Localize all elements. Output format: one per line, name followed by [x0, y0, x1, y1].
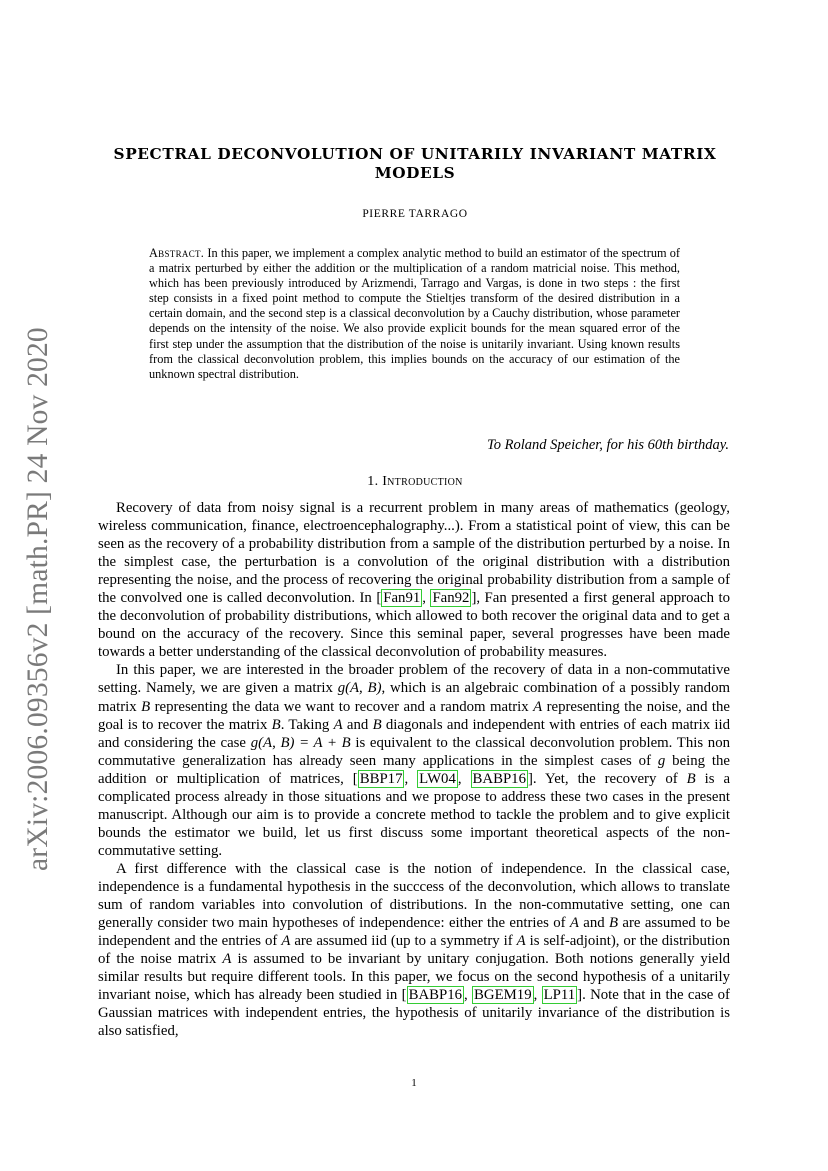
text-run: Recovery of data from noisy signal is a recurrent problem in many areas of mathematics (geology, wireless communication, finance, electroencephalography...). From a statistical point of view, this can be seen as the recovery of a probability distribution from a sample of the distribution perturbed by a noise. In the simplest case, the perturbation is a convolution of the original distribution with a distribution representing the noise, and the process of recovering the original probability distribution from a sample of the convolved one is called deconvolution. In [98, 500, 730, 607]
text-run: , [464, 987, 473, 1004]
text-run: A first difference with the classical case is the notion of independence. In the classical case, independence is a fundamental hypothesis in the succcess of the deconvolution, which allows to translate sum of random variables into convolution of distributions. In the non-commutative setting, one can generally consider two main hypotheses of independence: either the entries of [98, 860, 730, 932]
citation-link[interactable]: LW04 [419, 770, 456, 787]
text-run: diagonals and independent with entries of each matrix iid and considering the case [98, 716, 730, 751]
citation-link[interactable]: BABP16 [408, 987, 463, 1004]
abstract-label: Abstract. [149, 246, 205, 260]
section-title: Introduction [382, 474, 463, 489]
citation-link[interactable]: Fan92 [432, 590, 470, 607]
math-inline: A [281, 933, 291, 950]
text-run: . Taking [280, 716, 334, 733]
dedication: To Roland Speicher, for his 60th birthday. [487, 437, 729, 453]
citation-link[interactable]: LP11 [543, 987, 576, 1004]
text-run: and [578, 915, 610, 932]
citation-link[interactable]: BABP16 [472, 770, 526, 787]
abstract-text: In this paper, we implement a complex analytic method to build an estimator of the spectrum of a matrix perturbed by either the addition or the multiplication of a random matricial noise. This method, which has been previously introduced by Arizmendi, Tarrago and Vargas, is done in two steps : the first step consists in a fixed point method to compute the Stieltjes transform of the desired distribution in a certain domain, and the second step is a classical deconvolution by a Cauchy distribution, whose parameter depends on the intensity of the noise. We also provide explicit bounds for the mean squared error of the first step under the assumption that the distribution of the noise is unitarily invariant. Using known results from the classical deconvolution problem, this implies bounds on the accuracy of our estimation of the unknown spectral distribution. [149, 246, 680, 381]
text-run: and [342, 716, 373, 733]
math-inline: B [141, 698, 151, 715]
math-inline: g [657, 752, 666, 769]
text-run: being the addition or multiplication of matrices, [ [98, 752, 730, 787]
math-inline: A [333, 716, 343, 733]
math-inline: B [372, 716, 382, 733]
section-heading [110, 474, 720, 490]
text-run: is self-adjoint), or the distribution of the noise matrix [98, 933, 730, 968]
math-inline: g(A, B) [337, 680, 382, 697]
paragraph-3 [98, 860, 730, 1040]
page-number: 1 [411, 1077, 417, 1089]
text-run: representing the data we want to recover and a random matrix [150, 698, 534, 715]
text-run: , [457, 770, 471, 787]
citation-link[interactable]: BBP17 [359, 770, 403, 787]
body-text [98, 499, 730, 1040]
text-run: , [422, 590, 431, 607]
text-run: , [533, 987, 542, 1004]
paragraph-1: Recovery of data from noisy signal is a recurrent problem in many areas of mathematics (geology, wireless communication, finance, electroencephalography...). From a statistical point of view, this can be seen as the recovery of a probability distribution from a sample of the distribution perturbed by a noise. In the simplest case, the perturbation is a convolution of the original distribution with a distribution representing the noise, and the process of recovering the original probability distribution from a sample of the convolved one is called deconvolution. In [ Fan91 , Fan92 ], Fan presented a first general approach to the deconvolution of probability distributions, which allowed to both recover the original data and to get a bound on the accuracy of the recovery. Since this seminal paper, several progresses have been made towards a better understanding of the classical deconvolution of probability measures. [98, 500, 730, 661]
math-inline: g(A, B) = A + B [250, 734, 351, 751]
text-run: are assumed iid (up to a symmetry if [290, 933, 517, 950]
math-inline: B [686, 770, 696, 787]
citation-link[interactable]: Fan91 [383, 590, 421, 607]
paragraph-2 [98, 661, 730, 860]
text-run: ], Fan presented a first general approach to the deconvolution of probability distributions, which allowed to both recover the original data and to get a bound on the accuracy of the recovery. Since this seminal paper, several progresses have been made towards a better understanding of the classical deconvolution of probability measures. [98, 590, 730, 661]
text-run: ]. Note that in the case of Gaussian matrices with independent entries, the hypothesis of unitarily invariance of the distribution is also satisfied, [98, 987, 730, 1040]
author-name: PIERRE TARRAGO [362, 208, 468, 220]
text-run: is equivalent to the classical deconvolution problem. This non commutative generalization has already seen many applications in the simplest cases of [98, 734, 730, 769]
text-run: In this paper, we are interested in the broader problem of the recovery of data in a non-commutative setting. Namely, we are given a matrix [98, 662, 730, 697]
text-run: is assumed to be invariant by unitary conjugation. Both notions generally yield similar results but require different tools. In this paper, we focus on the second hypothesis of a unitarily invariant noise, which has already been studied in [ [98, 951, 730, 1004]
text-run: are assumed to be independent and the entries of [98, 915, 730, 950]
text-run: , [404, 770, 418, 787]
math-inline: A [222, 951, 232, 968]
text-run: ]. Yet, the recovery of [527, 770, 687, 787]
paper-title: SPECTRAL DECONVOLUTION OF UNITARILY INVARIANT MATRIX MODELS [113, 145, 717, 182]
arxiv-identifier: arXiv:2006.09356v2 [math.PR] 24 Nov 2020 [22, 327, 54, 871]
math-inline: A [533, 698, 543, 715]
text-run: representing the noise, and the goal is to recover the matrix [98, 698, 730, 733]
text-run: , which is an algebraic combination of a possibly random matrix [98, 680, 730, 715]
math-inline: B [271, 716, 281, 733]
section-number: 1. [367, 474, 383, 489]
text-run: is a complicated process already in those situations and we propose to address these two cases in the present manuscript. Although our aim is to provide a concrete method to tackle the problem and to give explicit bounds the estimator we build, let us first discuss some important theoretical aspects of the non-commutative setting. [98, 770, 731, 859]
abstract [149, 246, 680, 382]
math-inline: B [609, 915, 619, 932]
math-inline: A [569, 915, 579, 932]
math-inline: A [516, 933, 526, 950]
citation-link[interactable]: BGEM19 [474, 987, 532, 1004]
